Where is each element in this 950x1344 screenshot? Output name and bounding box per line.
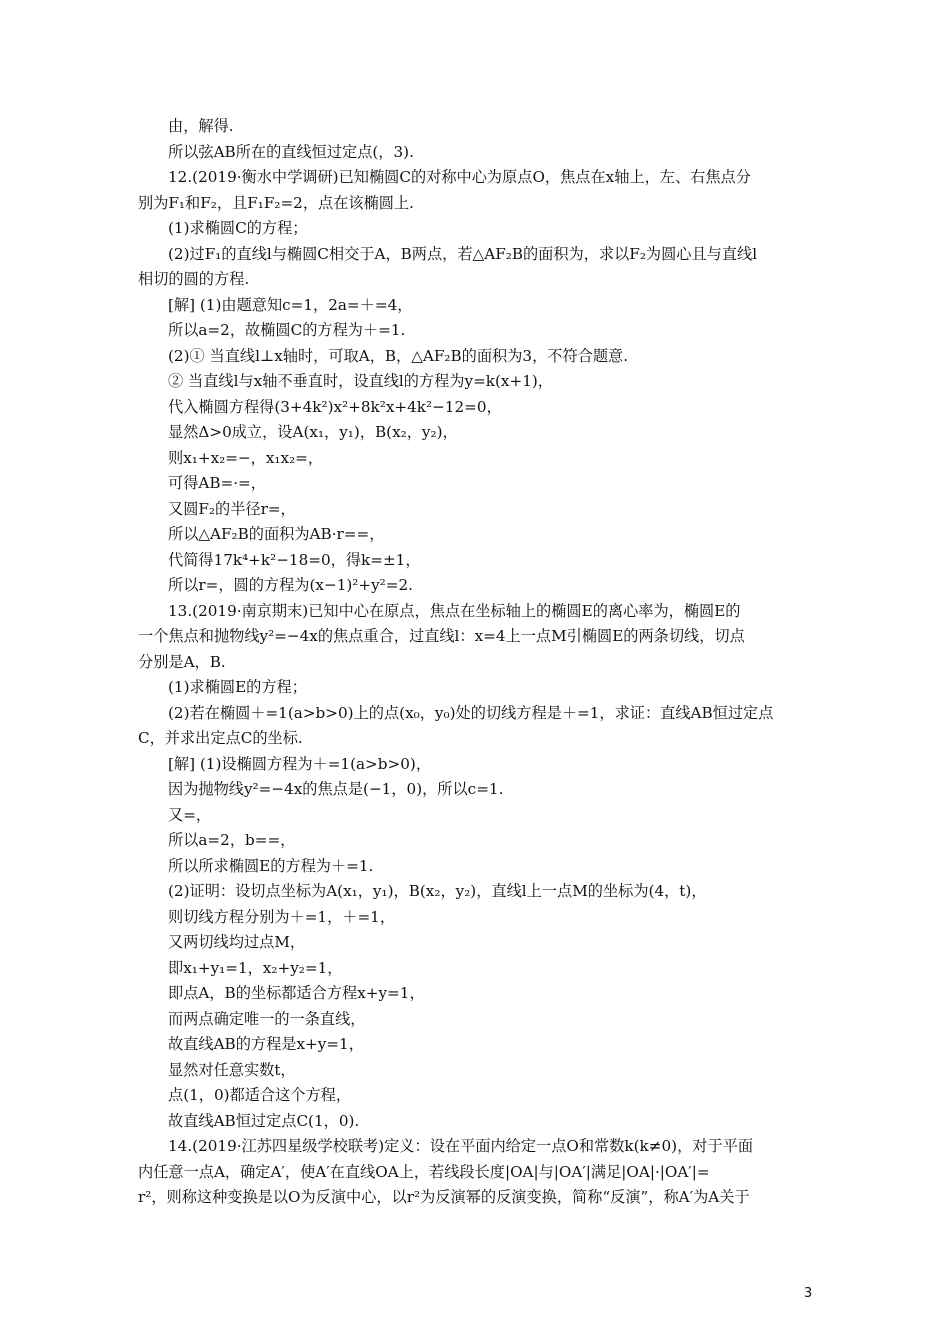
page-number: 3: [804, 1286, 813, 1301]
text-line: 因为抛物线y²=−4x的焦点是(−1，0)，所以c=1.: [168, 780, 504, 798]
text-line: 别为F₁和F₂，且F₁F₂=2，点在该椭圆上.: [138, 193, 414, 212]
page-content: [138, 114, 818, 1211]
text-line: 故直线AB恒过定点C(1，0).: [168, 1111, 360, 1130]
text-line: 点(1，0)都适合这个方程，: [168, 1086, 352, 1104]
text-line: 13.(2019·南京期末)已知中心在原点，焦点在坐标轴上的椭圆E的离心率为，椭圆E的: [168, 601, 741, 620]
text-line: 显然对任意实数t，: [168, 1060, 296, 1079]
text-line: (2)若在椭圆＋=1(a>b>0)上的点(x₀，y₀)处的切线方程是＋=1，求证：直线AB恒过定点: [168, 703, 774, 722]
text-line: (1)求椭圆E的方程；: [168, 678, 307, 696]
text-line: 由，解得.: [168, 117, 234, 135]
text-line: 可得AB=·=，: [168, 474, 266, 492]
text-line: [解] (1)设椭圆方程为＋=1(a>b>0)，: [168, 754, 432, 773]
text-line: C，并求出定点C的坐标.: [138, 729, 303, 747]
text-line: 所以r=，圆的方程为(x−1)²+y²=2.: [168, 576, 413, 594]
text-line: (2)过F₁的直线l与椭圆C相交于A，B两点，若△AF₂B的面积为，求以F₂为圆心且与直线l: [168, 244, 758, 263]
text-line: 所以a=2，b==，: [168, 831, 296, 849]
text-line: 而两点确定唯一的一条直线，: [168, 1009, 366, 1028]
text-line: 即x₁+y₁=1，x₂+y₂=1，: [168, 958, 343, 977]
text-line: (2)证明：设切点坐标为A(x₁，y₁)，B(x₂，y₂)，直线l上一点M的坐标为(4，t)，: [168, 882, 707, 900]
text-line: 所以所求椭圆E的方程为＋=1.: [168, 856, 374, 875]
text-line: 则切线方程分别为＋=1，＋=1，: [168, 907, 396, 926]
text-line: 所以弦AB所在的直线恒过定点(，3).: [168, 142, 414, 161]
text-line: 一个焦点和抛物线y²=−4x的焦点重合，过直线l：x=4上一点M引椭圆E的两条切线，切点: [138, 627, 745, 645]
text-line: 又=，: [168, 805, 212, 824]
text-line: 故直线AB的方程是x+y=1，: [168, 1035, 364, 1053]
text-line: 分别是A，B.: [138, 652, 226, 671]
text-line: 相切的圆的方程.: [138, 270, 250, 288]
text-line: 代入椭圆方程得(3+4k²)x²+8k²x+4k²−12=0，: [168, 397, 502, 416]
text-line: 内任意一点A，确定A′，使A′在直线OA上，若线段长度|OA|与|OA′|满足|OA|·|OA′|=: [138, 1162, 710, 1181]
text-line: 显然Δ>0成立，设A(x₁，y₁)，B(x₂，y₂)，: [168, 423, 458, 441]
text-line: 又圆F₂的半径r=，: [168, 499, 296, 518]
text-line: 所以a=2，故椭圆C的方程为＋=1.: [168, 321, 406, 339]
text-line: 12.(2019·衡水中学调研)已知椭圆C的对称中心为原点O，焦点在x轴上，左、右焦点分: [168, 168, 751, 186]
text-line: 又两切线均过点M，: [168, 933, 306, 951]
text-line: (2)① 当直线l⊥x轴时，可取A，B，△AF₂B的面积为3，不符合题意.: [168, 346, 629, 365]
text-line: ② 当直线l与x轴不垂直时，设直线l的方程为y=k(x+1)，: [168, 372, 553, 390]
text-line: 所以△AF₂B的面积为AB·r==，: [168, 525, 385, 543]
text-line: (1)求椭圆C的方程；: [168, 219, 308, 237]
text-line: [解] (1)由题意知c=1，2a=＋=4，: [168, 295, 413, 314]
text-line: 即点A，B的坐标都适合方程x+y=1，: [168, 984, 425, 1002]
text-line: r²，则称这种变换是以O为反演中心，以r²为反演幂的反演变换，简称“反演”，称A′为A关于: [138, 1188, 750, 1206]
text-line: 14.(2019·江苏四星级学校联考)定义：设在平面内给定一点O和常数k(k≠0)，对于平面: [168, 1137, 754, 1155]
text-line: 则x₁+x₂=−，x₁x₂=，: [168, 448, 324, 467]
text-line: 代简得17k⁴+k²−18=0，得k=±1，: [168, 550, 421, 569]
